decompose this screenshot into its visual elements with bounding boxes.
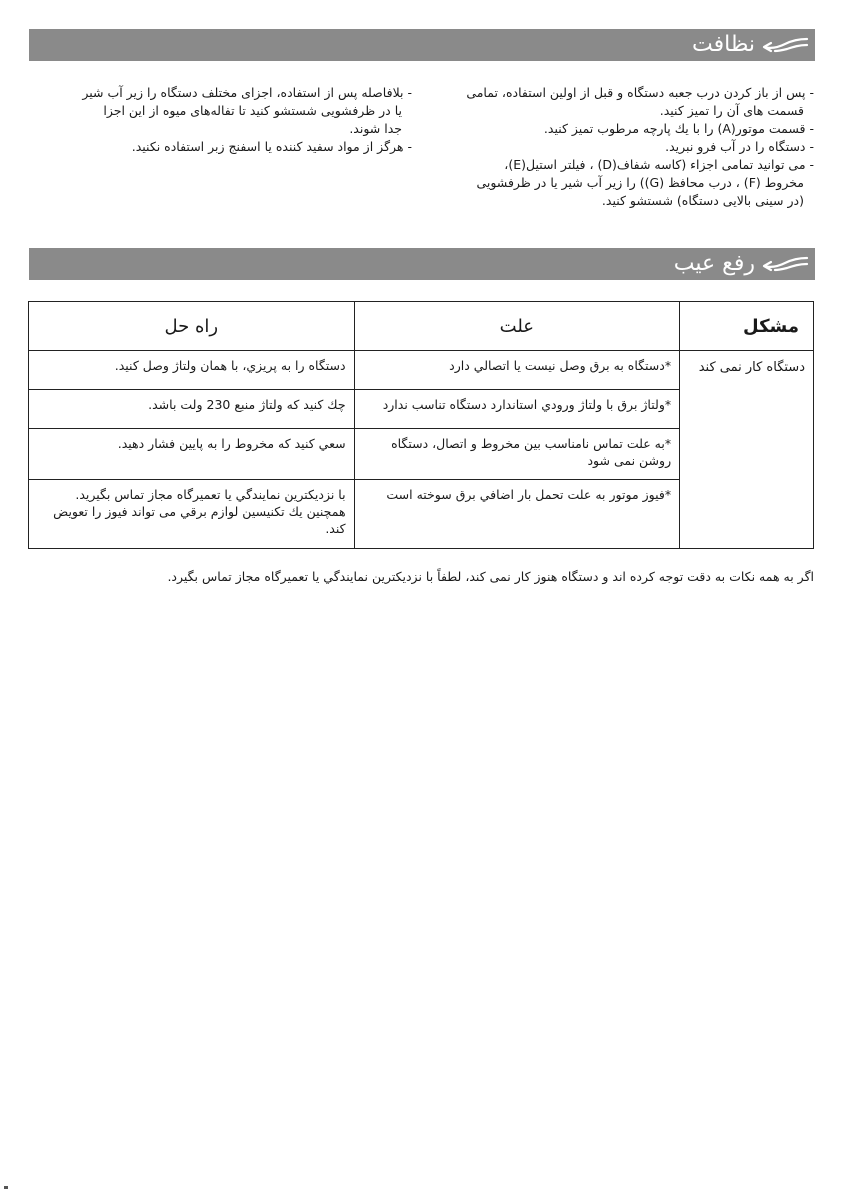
cleaning-line: مخروط (F) ، درب محافظ (G)) را زير آب شير يا در ظرفشويی (476, 175, 804, 190)
hand-arrow-icon (761, 254, 809, 274)
solution-cell: چك كنيد كه ولتاژ منبع 230 ولت باشد. (29, 390, 355, 429)
cleaning-title: نظافت (692, 32, 755, 57)
table-row (29, 351, 814, 390)
cleaning-line: قسمت های آن را تميز كنيد. (659, 103, 804, 118)
cleaning-line: - هرگز از مواد سفيد كننده يا اسفنج زبر استفاده نكنيد. (131, 139, 412, 154)
header-cause: علت (354, 302, 680, 351)
cleaning-right-column (434, 84, 814, 210)
cleaning-line: - قسمت موتور(A) را با يك پارچه مرطوب تميز كنيد. (543, 121, 814, 136)
page-corner-mark (4, 1186, 8, 1189)
cleaning-line: جدا شوند. (349, 121, 402, 136)
cleaning-line: - دستگاه را در آب فرو نبريد. (665, 139, 814, 154)
cause-cell: *به علت تماس نامناسب بين مخروط و اتصال، دستگاه روشن نمی شود (354, 429, 680, 480)
table-header-row (29, 302, 814, 351)
cleaning-line: - بلافاصله پس از استفاده، اجزای مختلف دستگاه را زير آب شير (82, 85, 412, 100)
header-problem: مشكل (680, 302, 814, 351)
solution-cell: دستگاه را به پريزي، با همان ولتاژ وصل كنيد. (29, 351, 355, 390)
cleaning-line: يا در ظرفشويی شستشو كنيد تا تفاله‌های ميوه از اين اجزا (103, 103, 402, 118)
problem-cell: دستگاه كار نمی كند (680, 351, 814, 549)
cleaning-line: (در سينی بالايی دستگاه) شستشو كنيد. (601, 193, 804, 208)
solution-cell: سعي كنيد كه مخروط را به پايين فشار دهيد. (29, 429, 355, 480)
troubleshooting-table (28, 301, 814, 549)
hand-arrow-icon (761, 35, 809, 55)
cleaning-left-column (28, 84, 412, 156)
solution-cell: با نزديكترين نمايندگي يا تعميرگاه مجاز تماس بگيريد. همچنين يك تكنيسين لوازم برقي می تواند فيوز را تعويض كند. (29, 480, 355, 549)
cleaning-section-header (29, 29, 815, 61)
cleaning-line: - پس از باز كردن درب جعبه دستگاه و قبل از اولين استفاده، تمامی (466, 85, 814, 100)
cause-cell: *دستگاه به برق وصل نيست يا اتصالي دارد (354, 351, 680, 390)
header-solution: راه حل (29, 302, 355, 351)
troubleshooting-section-header (29, 248, 815, 280)
troubleshooting-title: رفع عيب (673, 251, 755, 276)
cause-cell: *ولتاژ برق با ولتاژ ورودي استاندارد دستگاه تناسب ندارد (354, 390, 680, 429)
cause-cell: *فيوز موتور به علت تحمل بار اضافي برق سوخته است (354, 480, 680, 549)
cleaning-line: - می توانيد تمامی اجزاء (كاسه شفاف(D) ، فيلتر استيل(E)، (504, 157, 814, 172)
troubleshooting-footer-note: اگر به همه نكات به دقت توجه كرده اند و دستگاه هنوز كار نمی كند، لطفاً با نزديكترين نمايندگي يا تعميرگاه مجاز تماس بگيرد. (167, 569, 814, 584)
